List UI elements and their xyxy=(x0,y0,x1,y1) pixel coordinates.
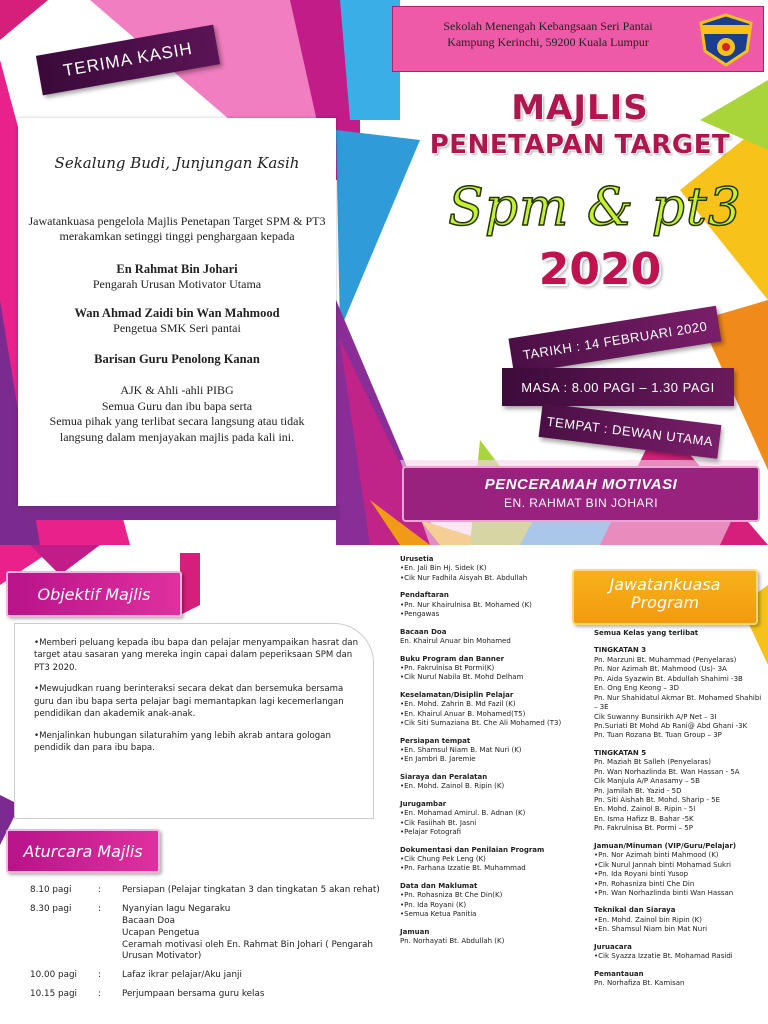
committee-group-title: Teknikal dan Siaraya xyxy=(594,906,676,915)
committee-group xyxy=(400,628,570,647)
committee-member: •Cik Syazza Izzatie Bt. Mohamad Rasidi xyxy=(594,952,733,961)
person1-name: En Rahmat Bin Johari xyxy=(116,262,238,276)
committee-member: Pn. Fakrulnisa Bt. Pormi – 5P xyxy=(594,824,693,833)
committee-member: Pn. Siti Aishah Bt. Mohd. Sharip - 5E xyxy=(594,796,720,804)
event-title-line1: MAJLIS xyxy=(511,88,649,128)
committee-member: •Pengawas xyxy=(400,610,440,619)
event-title-line2: PENETAPAN TARGET xyxy=(429,130,731,160)
objektif-list xyxy=(34,637,364,764)
committee-group-title: Buku Program dan Banner xyxy=(400,654,505,663)
venue-ribbon: TEMPAT : DEWAN UTAMA xyxy=(539,403,722,459)
thanks-card xyxy=(18,118,336,506)
group-name: Barisan Guru Penolong Kanan xyxy=(94,352,260,366)
committee-group xyxy=(594,906,764,934)
committee-member: •En Jambri B. Jaremie xyxy=(400,755,476,764)
committee-member: •Pn. Ida Royani (K) xyxy=(400,900,467,909)
schedule-activity: Perjumpaan bersama guru kelas xyxy=(122,989,265,1000)
committee-group-title: Bacaan Doa xyxy=(400,627,447,636)
thanks-line-3: Semua pihak yang terlibat secara langsung atau tidak langsung dalam menjayakan majlis pada kali ini. xyxy=(49,414,305,444)
schedule xyxy=(30,885,380,1008)
committee-member: •Cik Chung Pek Leng (K) xyxy=(400,854,486,863)
committee-member: •Pn. Fakrulnisa Bt Pormi(K) xyxy=(400,663,495,672)
committee-member: Pn. Nor Azimah Bt. Mahmood (Us)- 3A xyxy=(594,665,727,674)
schedule-activities xyxy=(122,989,380,1001)
committee-member: Cik Manjula A/P Anasamy – 5B xyxy=(594,777,700,786)
schedule-colon: : xyxy=(98,885,101,895)
schedule-time: 8.30 pagi xyxy=(30,903,72,914)
committee-group-title: Urusetia xyxy=(400,555,434,563)
objektif-item: •Mewujudkan ruang berinteraksi secara dekat dan bersemuka bersama guru dan ibu bapa serta pelajar bagi memantapkan lagi kecemerlangan pendidikan dan akademik anak-anak. xyxy=(34,684,344,720)
committee-group-title: Keselamatan/Disiplin Pelajar xyxy=(400,690,514,699)
thanks-line-2: Semua Guru dan ibu bapa serta xyxy=(101,398,253,413)
committee-group xyxy=(400,928,570,947)
schedule-activity: Lafaz ikrar pelajar/Aku janji xyxy=(122,970,242,981)
terima-kasih-ribbon: TERIMA KASIH xyxy=(36,25,220,96)
speaker-box xyxy=(402,466,760,522)
committee-member: •Pn. Nur Khairulnisa Bt. Mohamed (K) xyxy=(400,600,532,609)
objektif-heading: Objektif Majlis xyxy=(6,571,182,617)
school-name: Sekolah Menengah Kebangsaan Seri Pantai xyxy=(443,19,653,33)
committee-group-title: Juruacara xyxy=(594,942,632,951)
committee-group xyxy=(400,655,570,683)
event-title xyxy=(400,88,760,160)
committee-member: •Pn. Ida Royani binti Yusop xyxy=(594,870,689,879)
committee-group-title: Pemantauan xyxy=(594,969,644,978)
school-location: Kampung Kerinchi, 59200 Kuala Lumpur xyxy=(447,34,649,49)
committee-list-right xyxy=(594,629,764,996)
committee-member: •En. Mohd. Zahrin B. Md Fazil (K) xyxy=(400,700,516,709)
committee-member: •En. Khairul Anuar B. Mohamed(T5) xyxy=(400,709,526,718)
schedule-time: 10.00 pagi xyxy=(30,970,77,981)
committee-member: •En. Shamsul Niam B. Mat Nuri (K) xyxy=(400,746,522,754)
committee-member: En. Khairul Anuar bin Mohamed xyxy=(400,637,511,646)
committee-group-title: Jurugambar xyxy=(400,799,447,808)
committee-group-title: Siaraya dan Peralatan xyxy=(400,772,488,781)
committee-member: •En. Mohd. Zainol B. Ripin (K) xyxy=(400,782,505,791)
thanks-line-1: AJK & Ahli -ahli PIBG xyxy=(120,383,234,397)
committee-member: •Pelajar Fotografi xyxy=(400,828,462,837)
speaker-title: PENCERAMAH MOTIVASI xyxy=(484,476,678,493)
schedule-activities xyxy=(122,970,380,982)
committee-member: •En. Mohamad Amirul. B. Adnan (K) xyxy=(400,809,526,818)
committee-member: •Cik Siti Sumaziana Bt. Che Ali Mohamed (T3) xyxy=(400,719,562,728)
committee-group-title: TINGKATAN 5 xyxy=(594,748,647,757)
committee-group xyxy=(594,629,764,638)
jawatankuasa-heading-line1: Jawatankuasa xyxy=(609,575,721,594)
date-ribbon: TARIKH : 14 FEBRUARI 2020 xyxy=(508,306,721,374)
school-crest-icon xyxy=(695,11,757,69)
committee-list-middle xyxy=(400,555,570,954)
committee-member: •En. Mohd. Zainol bin Ripin (K) xyxy=(594,915,702,924)
committee-member: •Pn. Wan Norhazlinda binti Wan Hassan xyxy=(594,888,734,897)
committee-member: Pn. Norhafiza Bt. Kamisan xyxy=(594,979,685,987)
committee-group xyxy=(400,737,570,765)
person2-role: Pengetua SMK Seri pantai xyxy=(113,321,241,335)
schedule-activity: Ucapan Pengetua xyxy=(122,927,200,938)
committee-member: Pn. Maziah Bt Salleh (Penyelaras) xyxy=(594,758,711,767)
committee-group-title: Persiapan tempat xyxy=(400,736,471,745)
committee-member: •Cik Nurul Jannah binti Mohamad Sukri xyxy=(594,860,731,869)
committee-member: En. Ong Eng Keong – 3D xyxy=(594,684,679,693)
schedule-activity: Nyanyian lagu Negaraku xyxy=(122,903,231,914)
schedule-activity: Persiapan (Pelajar tingkatan 3 dan tingkatan 5 akan rehat) xyxy=(122,885,380,895)
committee-group xyxy=(400,591,570,619)
committee-member: •Pn. Rohasniza Bt Che Din(K) xyxy=(400,891,503,900)
committee-member: Cik Suwanny Bunsirikh A/P Net – 3I xyxy=(594,712,717,721)
committee-member: •Semua Ketua Panitia xyxy=(400,910,477,919)
committee-member: •Pn. Farhana Izzatie Bt. Muhammad xyxy=(400,864,526,873)
speaker-name: EN. RAHMAT BIN JOHARI xyxy=(503,496,659,510)
committee-member: En. Isma Hafizz B. Bahar -5K xyxy=(594,814,694,823)
time-ribbon: MASA : 8.00 PAGI – 1.30 PAGI xyxy=(502,368,734,406)
committee-group xyxy=(594,970,764,989)
objektif-item: •Memberi peluang kepada ibu bapa dan pelajar menyampaikan hasrat dan target atau sasaran yang mereka ingin capai dalam peperiksaan SPM dan PT3 2020. xyxy=(34,638,359,673)
committee-group xyxy=(400,773,570,792)
committee-member: •En. Jali Bin Hj. Sidek (K) xyxy=(400,564,487,573)
thanks-intro: Jawatankuasa pengelola Majlis Penetapan Target SPM & PT3 merakamkan setinggi tinggi penghargaan kepada xyxy=(28,214,326,243)
school-address xyxy=(423,19,673,50)
committee-member: Pn. Jamilah Bt. Yazid - 5D xyxy=(594,786,682,795)
committee-group-title: TINGKATAN 3 xyxy=(594,646,647,655)
schedule-activities xyxy=(122,885,380,897)
schedule-time: 10.15 pagi xyxy=(30,989,77,1000)
committee-member: •En. Shamsul Niam bin Mat Nuri xyxy=(594,925,708,934)
schedule-activities xyxy=(122,904,380,963)
committee-group-title: Jamuan/Minuman (VIP/Guru/Pelajar) xyxy=(594,841,737,850)
schedule-row xyxy=(30,970,380,982)
school-header xyxy=(392,6,764,72)
committee-group xyxy=(400,846,570,874)
schedule-row xyxy=(30,885,380,897)
committee-group xyxy=(594,646,764,740)
committee-group xyxy=(594,842,764,899)
schedule-row xyxy=(30,904,380,963)
schedule-colon: : xyxy=(98,989,101,1000)
motto: Sekalung Budi, Junjungan Kasih xyxy=(54,154,300,172)
committee-member: Pn. Marzuni Bt. Muhammad (Penyelaras) xyxy=(594,655,737,664)
committee-group xyxy=(400,800,570,838)
committee-member: •Pn. Nor Azimah binti Mahmood (K) xyxy=(594,851,719,860)
program-section xyxy=(0,545,768,1024)
committee-member: Pn. Nur Shahidatul Akmar Bt. Mohamed Shahibi – 3E xyxy=(594,693,762,712)
person1-role: Pengarah Urusan Motivator Utama xyxy=(92,277,262,291)
committee-member: •Cik Nurul Nabila Bt. Mohd Delham xyxy=(400,673,524,682)
committee-group-title: Jamuan xyxy=(400,927,430,936)
schedule-activity: Bacaan Doa xyxy=(122,915,175,926)
schedule-activity: Ceramah motivasi oleh En. Rahmat Bin Johari ( Pengarah Urusan Motivator) xyxy=(122,939,373,962)
committee-member: Pn. Wan Norhazlinda Bt. Wan Hassan - 5A xyxy=(594,767,740,776)
committee-member: •Cik Nur Fadhila Aisyah Bt. Abdullah xyxy=(400,573,528,582)
committee-member: Pn. Aida Syazwin Bt. Abdullah Shahimi -3B xyxy=(594,674,743,683)
schedule-colon: : xyxy=(98,903,101,914)
jawatankuasa-heading xyxy=(572,569,758,625)
committee-member: •Pn. Rohasniza binti Che Din xyxy=(594,879,695,888)
aturcara-heading: Aturcara Majlis xyxy=(6,829,160,873)
event-year: 2020 xyxy=(538,244,662,295)
schedule-time: 8.10 pagi xyxy=(30,885,72,895)
committee-group xyxy=(594,943,764,962)
schedule-colon: : xyxy=(98,970,101,981)
person2-name: Wan Ahmad Zaidi bin Wan Mahmood xyxy=(74,306,280,320)
committee-group-title: Semua Kelas yang terlibat xyxy=(594,629,699,637)
committee-group-title: Pendaftaran xyxy=(400,591,449,600)
committee-member: •Cik Fasiihah Bt. Jasni xyxy=(400,818,477,827)
committee-member: En. Mohd. Zainol B. Ripin - 5I xyxy=(594,805,696,814)
committee-group-title: Data dan Maklumat xyxy=(400,881,478,890)
committee-group xyxy=(400,691,570,729)
committee-member: Pn.Suriati Bt Mohd Ab Rani@ Abd Ghani -3K xyxy=(594,721,748,730)
committee-member: Pn. Norhayati Bt. Abdullah (K) xyxy=(400,937,505,945)
jawatankuasa-heading-line2: Program xyxy=(630,593,700,613)
committee-group-title: Dokumentasi dan Penilaian Program xyxy=(400,845,545,854)
committee-member: Pn. Tuan Rozana Bt. Tuan Group – 3P xyxy=(594,731,722,740)
committee-group xyxy=(594,749,764,834)
committee-group xyxy=(400,882,570,920)
committee-group xyxy=(400,555,570,583)
objektif-item: •Menjalinkan hubungan silaturahim yang lebih akrab antara gologan pendidik dan para ibu bapa. xyxy=(34,730,331,754)
event-script-title: Spm & pt3 xyxy=(448,178,742,238)
schedule-row xyxy=(30,989,380,1001)
